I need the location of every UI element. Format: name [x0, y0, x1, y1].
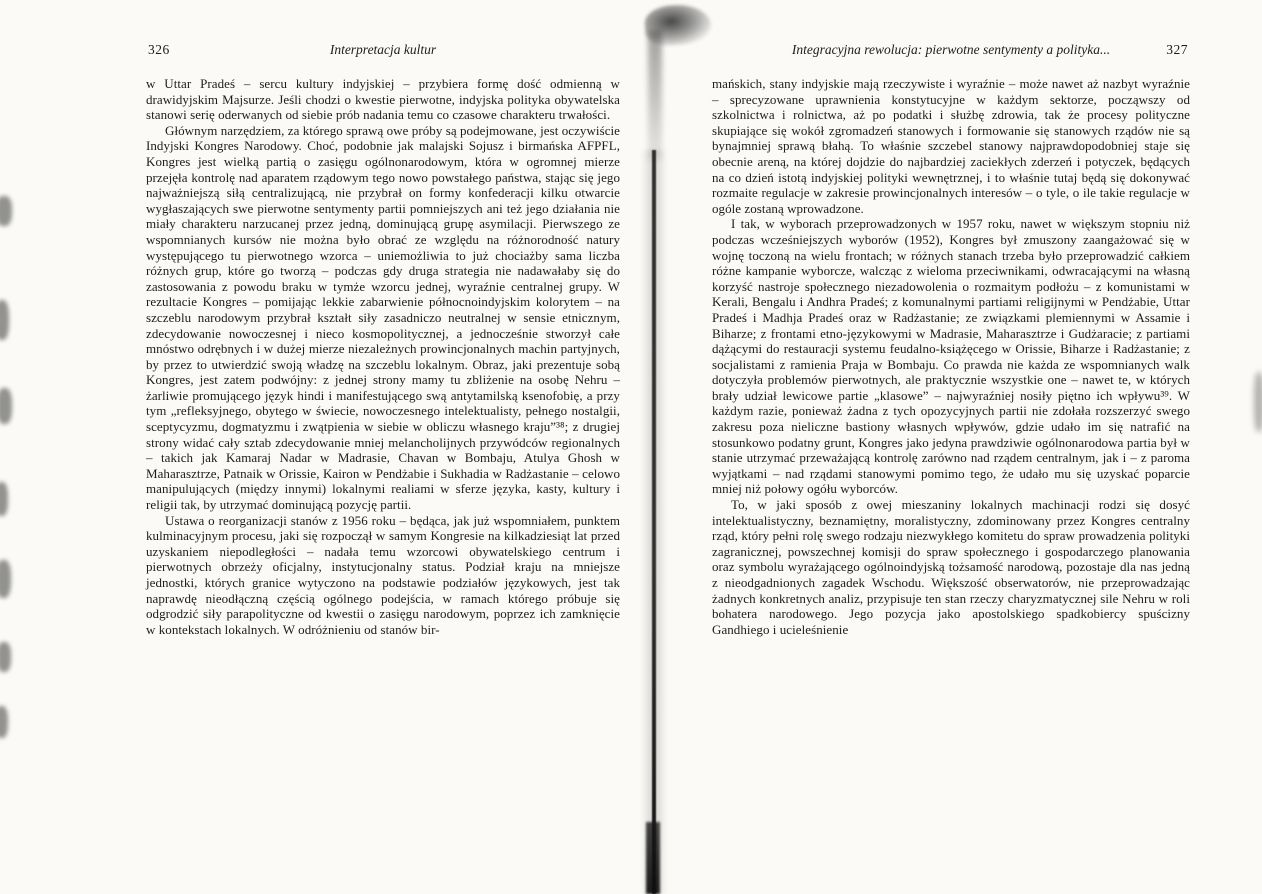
scan-edge-smudge: [0, 560, 11, 598]
page-left: [146, 42, 620, 637]
page-header-left: [146, 42, 620, 64]
scan-edge-smudge: [0, 300, 9, 340]
page-right: [712, 42, 1190, 637]
paragraph: w Uttar Pradeś – sercu kultury indyjskiej – przybiera formę dość odmienną w drawidyjskim Majsurze. Jeśli chodzi o kwestie pierwotne, indyjska polityka obywatelska stanowi serię oderwanych od siebie prób nadania temu co czasowe charakteru trwałości.: [146, 76, 620, 123]
scan-edge-smudge: [0, 642, 11, 672]
scan-gutter-line: [652, 150, 656, 894]
page-body-right: [712, 76, 1190, 637]
paragraph: mańskich, stany indyjskie mają rzeczywiste i wyraźnie – może nawet aż nazbyt wyraźnie – sprecyzowane uprawnienia konstytucyjne w każdym sektorze, począwszy od szkolnictwa i rolnictwa, aż po podatki i służbę zdrowia, tak że procesy polityczne skupiające się wokół zgromadzeń stanowych i formowanie się stanowych rządów nie są bynajmniej sprawą błahą. To właśnie szczebel stanowy najprawdopodobniej staje się obecnie areną, na której dojdzie do najbardziej zaciekłych zderzeń i potyczek, będących na co dzień istotą indyjskiej polityki wewnętrznej, i to właśnie tutaj będą się dokonywać rozmaite regulacje w zakresie prowincjonalnych interesów – o tyle, o ile takie regulacje w ogóle zostaną wprowadzone.: [712, 76, 1190, 216]
scan-edge-smudge: [0, 706, 8, 738]
scan-edge-smudge: [0, 482, 8, 516]
scan-edge-smudge: [0, 388, 12, 424]
scan-gutter-bottom: [646, 822, 660, 894]
running-head-right: Integracyjna rewolucja: pierwotne sentymenty a polityka...: [791, 42, 1111, 57]
page-number-right: 327: [1166, 42, 1188, 57]
page-header-right: [712, 42, 1190, 64]
paragraph: Ustawa o reorganizacji stanów z 1956 roku – będąca, jak już wspomniałem, punktem kulminacyjnym procesu, jaki się rozpoczął w samym Kongresie na kilkadziesiąt lat przed uzyskaniem niepodległości – nadała temu wzorcowi obywatelskiego centrum i pierwotnych obrzeży oficjalny, instytucjonalny status. Podział kraju na mniejsze jednostki, których granice wytyczono na podstawie podziałów językowych, jest tak naprawdę nieodłączną częścią ogólnego podejścia, w ramach którego próbuje się odgrodzić siły parapolityczne od kwestii o zasięgu narodowym, poprzez ich zamknięcie w kontekstach lokalnych. W odróżnieniu od stanów bir-: [146, 512, 620, 637]
paragraph: Głównym narzędziem, za którego sprawą owe próby są podejmowane, jest oczywiście Indyjski Kongres Narodowy. Choć, podobnie jak malajski Sojusz i birmańska AFPFL, Kongres jest wielką partią o zasięgu ogólnonarodowym, która w ogromnej mierze przejęła kontrolę nad aparatem rządowym tego nowo powstałego państwa, stając się jego najważniejszą siłą centralizującą, nie przybrał on formy konfederacji kilku otwarcie wygłaszających swe pierwotne sentymenty partii pomniejszych ani też jego działania nie miały charakteru narzucanej przez jedną, dominującą grupę asymilacji. Pierwszego ze wspomnianych kursów nie można było obrać ze względu na różnorodność natury występującego tu pierwotnego wzorca – uniemożliwia to już chociażby sama liczba różnych grup, które go tworzą – podczas gdy druga strategia nie nadawałaby się do zastosowania z powodu braku w tymże wzorcu jednej, wyraźnie centralnej grupy. W rezultacie Kongres – pomijając lekkie zabarwienie północnoindyjskim kolorytem – na szczeblu narodowym przybrał kształt siły zasadniczo neutralnej w sensie etnicznym, zdecydowanie nowoczesnej i nieco kosmopolitycznej, a jednocześnie stworzył całe mnóstwo odrębnych i w dużej mierze niezależnych prowincjonalnych machin partyjnych, by przez to utwierdzić swoją władzę na szczeblu lokalnym. Obraz, jaki prezentuje sobą Kongres, jest zatem podwójny: z jednej strony mamy tu zbliżenie na osobę Nehru – żarliwie promującego język hindi i manifestującego swą antytamilską ksenofobię, a przy tym „refleksyjnego, obytego w świecie, nowoczesnego intelektualisty, pełnego nostalgii, sceptycyzmu, dogmatyzmu i zwątpienia w siebie w obliczu własnego kraju”³⁸; z drugiej strony widać cały sztab zdecydowanie mniej melancholijnych przywódców regionalnych – takich jak Kamaraj Nadar w Madrasie, Chavan w Bombaju, Atulya Ghosh w Maharasztrze, Patnaik w Orissie, Kairon w Pendżabie i Sukhadia w Radżastanie – celowo manipulujących (między innymi) lokalnymi realiami w sferze języka, kasty, kultury i religii tak, by utrzymać dominującą pozycję partii.: [146, 122, 620, 513]
scan-edge-smudge-right: [1254, 372, 1262, 432]
scan-gutter-shadow: [641, 150, 667, 894]
page-number-left: 326: [148, 42, 170, 57]
page-body-left: [146, 76, 620, 637]
paragraph: I tak, w wyborach przeprowadzonych w 1957 roku, nawet w większym stopniu niż podczas wcześniejszych wyborów (1952), Kongres był zmuszony zaangażować się w wojnę toczoną na wielu frontach; w różnych stanach trzeba było przeprowadzić całkiem różne kampanie wyborcze, walcząc z wieloma przeciwnikami, odwracającymi na własną korzyść nastroje społecznego niezadowolenia o rozmaitym podłożu – z komunistami w Kerali, Bengalu i Andhra Pradeś; z komunalnymi partiami religijnymi w Pendżabie, Uttar Pradeś i Madhja Pradeś oraz w Radżastanie; ze związkami plemiennymi w Assamie i Biharze; z frontami etno-językowymi w Madrasie, Maharasztrze i Gudżaracie; z partiami dążącymi do restauracji systemu feudalno-książęcego w Orissie, Biharze i Radżastanie; z socjalistami z ramienia Praja w Bombaju. Co prawda nie każda ze wspomnianych walk dotyczyła problemów pierwotnych, ale praktycznie wszystkie one – nawet te, w których brały udział lewicowe partie „klasowe” – najwyraźniej nosiły piętno ich wpływu³⁹. W każdym razie, ponieważ żadna z tych opozycyjnych partii nie zdołała rozszerzyć swego zakresu poza nieliczne bastiony własnych wpływów, gdzie udało im się natrafić na stosunkowo podatny grunt, Kongres jako jedyna prawdziwie ogólnonarodowa partia był w stanie utrzymać przeważającą kontrolę zarówno nad rządem centralnym, jak i – z paroma wyjątkami – nad rządami stanowymi pomimo tego, że udało mu się uzyskać poparcie mniej niż połowy ogółu wyborców.: [712, 216, 1190, 497]
scan-spine-blob: [644, 3, 713, 48]
running-head-left: Interpretacja kultur: [329, 42, 437, 57]
paragraph: To, w jaki sposób z owej mieszaniny lokalnych machinacji rodzi się dosyć intelektualistyczny, beznamiętny, moralistyczny, zdominowany przez Kongres centralny rząd, który pełni rolę swego rodzaju niezwykłego komitetu do spraw prowadzenia polityki zagranicznej, powszechnej komisji do spraw społecznego i gospodarczego planowania oraz symbolu wyrażającego ogólnoindyjską tożsamość narodową, pozostaje dla nas jedną z nieodgadnionych zagadek Wschodu. Większość obserwatorów, nie przeprowadzając żadnych konkretnych analiz, przypisuje ten stan rzeczy charyzmatycznej sile Nehru w roli bohatera narodowego. Jego pozycja jako apostolskiego spadkobiercy spuścizny Gandhiego i ucieleśnienie: [712, 497, 1190, 637]
scan-spine-fade: [648, 30, 662, 160]
scan-edge-smudge: [0, 196, 12, 226]
